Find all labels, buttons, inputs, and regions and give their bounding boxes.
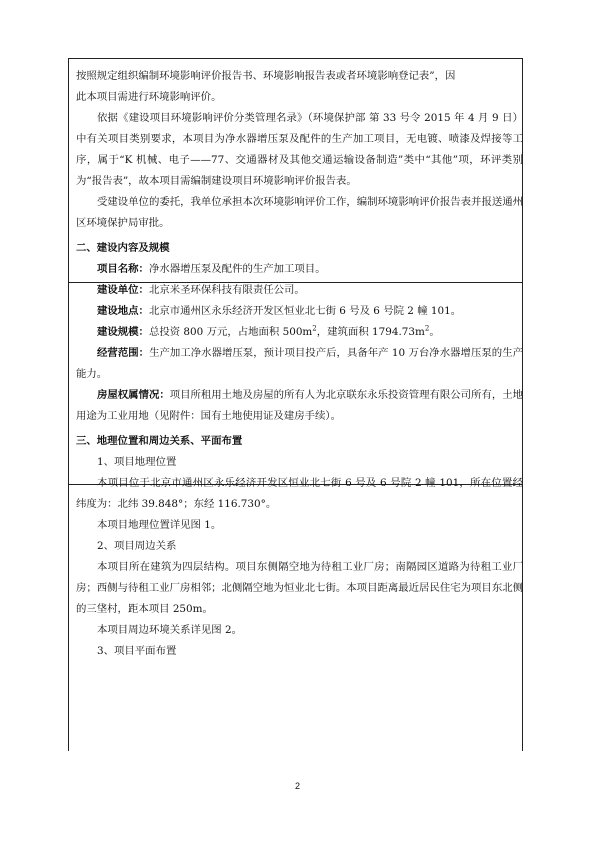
label: 建设地点： [97,305,149,317]
paragraph: 依据《建设项目环境影响评价分类管理名录》（环境保护部 第 33 号令 2015 年 4 月 9 日）中有关项目类别要求，本项目为净水器增压泵及配件的生产加工项目，无电镀、喷漆及焊接等工序，属于“K 机械、电子——77、交通器材及其他交通运输设备制造”类中“其他”项，环评类别为“报告表”，故本项目需编制建设项目环境影响评价报告表。 [76,112,523,187]
label: 房屋权属情况： [97,389,170,401]
paragraph: 本项目周边环境关系详见图 2。 [97,624,242,636]
label: 经营范围： [97,347,150,359]
section-heading: 二、建设内容及规模 [76,242,170,254]
subheading: 2、项目周边关系 [97,540,177,552]
value: 。 [429,326,440,338]
scale-row [76,322,523,343]
value: 生产加工净水器增压泵，预计项目投产后，具备年产 10 万台净水器增压泵的生产能力。 [76,347,524,380]
section-heading: 三、地理位置和周边关系、平面布置 [76,435,243,447]
value: 项目所租用土地及房屋的所有人为北京联东永乐投资管理有限公司所有，土地用途为工业用地（见附件：国有土地使用证及建房手续）。 [76,389,524,422]
value: 北京米圣环保科技有限责任公司。 [148,284,305,296]
value: ，建筑面积 1794.73m [316,326,425,338]
label: 建设规模： [97,326,149,338]
page-number: 2 [294,781,300,791]
label: 建设单位： [97,284,149,296]
paragraph: 本项目位于北京市通州区永乐经济开发区恒业北七街 6 号及 6 号院 2 幢 101，所在位置经纬度为：北纬 39.848°；东经 116.730°。 [76,477,523,510]
value: 净水器增压泵及配件的生产加工项目。 [148,263,326,275]
page-content [76,66,523,662]
paragraph: 此本项目需进行环境影响评价。 [76,91,222,103]
paragraph: 受建设单位的委托，我单位承担本次环境影响评价工作，编制环境影响评价报告表并报送通州区环境保护局审批。 [76,196,524,229]
builder-row [76,280,523,301]
business-row [76,343,523,385]
ownership-row [76,385,523,427]
superscript: 2 [312,324,317,333]
project-name-row [76,259,523,280]
superscript: 2 [424,324,430,333]
subheading: 1、项目地理位置 [97,456,177,468]
value: 北京市通州区永乐经济开发区恒业北七街 6 号及 6 号院 2 幢 101。 [148,305,462,317]
subheading: 3、项目平面布置 [97,645,177,657]
paragraph: 本项目所在建筑为四层结构。项目东侧隔空地为待租工业厂房；南隔园区道路为待租工业厂房；西侧与待租工业厂房相邻；北侧隔空地为恒业北七街。本项目距离最近居民住宅为项目东北侧的三垡村，距本项目 250m。 [76,561,523,615]
location-row [76,301,523,322]
paragraph: 本项目地理位置详见图 1。 [97,519,222,531]
label: 项目名称： [97,263,149,275]
value: 总投资 800 万元，占地面积 500m [148,326,313,338]
paragraph: 按照规定组织编制环境影响评价报告书、环境影响报告表或者环境影响登记表”，因 [76,70,456,82]
